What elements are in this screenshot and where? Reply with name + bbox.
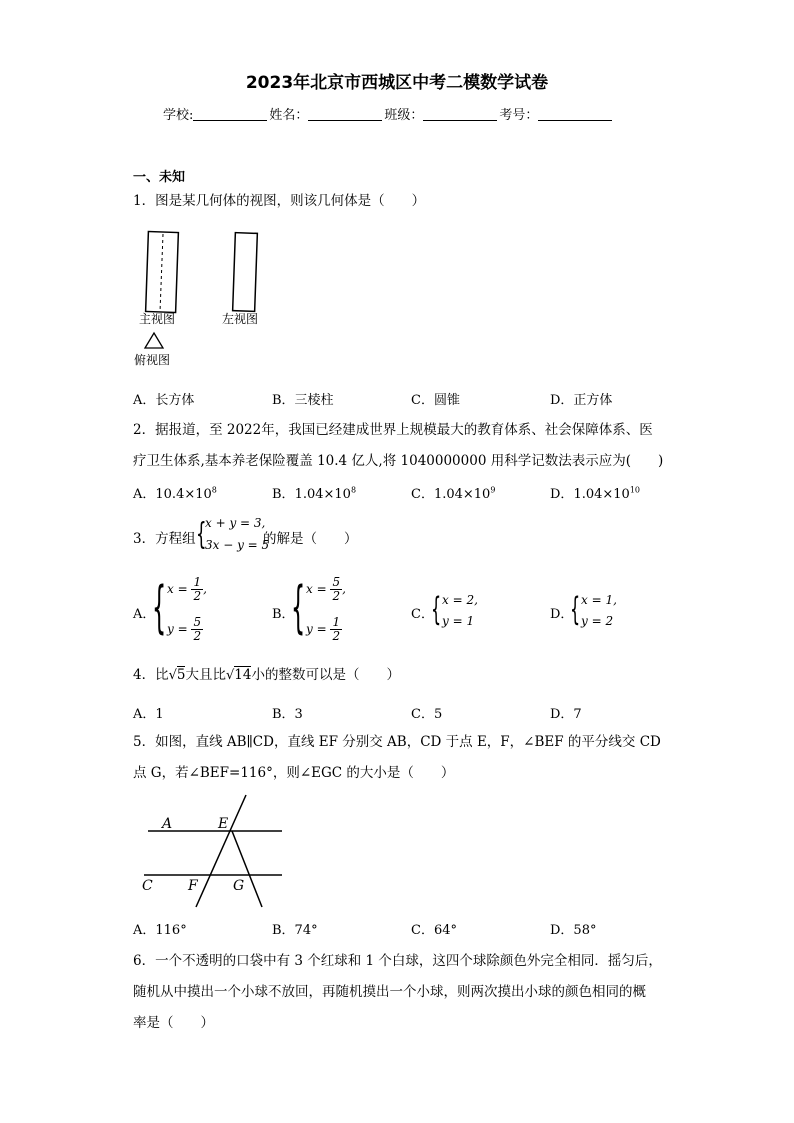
q4-text-b: 大且比 [185, 667, 226, 683]
q3-option-a-label[interactable]: A． [133, 607, 156, 622]
q5-option-a[interactable]: A．116° [133, 923, 187, 938]
q3-suffix: 的解是（ ） [263, 531, 358, 547]
front-view-label: 主视图 [139, 312, 176, 326]
q5-option-c[interactable]: C．64° [411, 923, 457, 938]
q4-text-c: 小的整数可以是（ ） [251, 667, 400, 683]
option-mantissa: 1.04×10 [573, 487, 630, 502]
q2-text-line1: 2．据报道，至 2022年，我国已经建成世界上规模最大的教育体系、社会保障体系、医 [133, 422, 653, 438]
q3-option-c-label[interactable]: C． [411, 607, 434, 622]
option-mantissa: 1.04×10 [433, 487, 491, 502]
fraction-denominator: 2 [193, 589, 202, 603]
option-label: B． [272, 487, 295, 502]
q4-option-a[interactable]: A．1 [133, 707, 164, 722]
q1-text: 1．图是某几何体的视图，则该几何体是（ ） [133, 193, 426, 209]
q4-text [133, 666, 400, 685]
section-title: 一、未知 [133, 170, 186, 185]
id-blank[interactable] [538, 108, 612, 121]
q3a-brace-icon: { [152, 575, 167, 640]
q2-option-a[interactable] [133, 483, 217, 502]
q5-text-line1: 5．如图，直线 AB∥CD，直线 EF 分别交 AB，CD 于点 E，F，∠BEF 的平分线交 CD [133, 734, 661, 750]
id-label: 考号： [499, 108, 539, 123]
class-blank[interactable] [423, 108, 497, 121]
option-exponent: 8 [350, 485, 357, 495]
q2-text-line2: 疗卫生体系,基本养老保险覆盖 10.4 亿人,将 1040000000 用科学记数法表示应为( ) [133, 453, 664, 469]
option-exponent: 9 [490, 485, 496, 495]
q6-text-line2: 随机从中摸出一个小球不放回，再随机摸出一个小球，则两次摸出小球的颜色相同的概 [133, 984, 646, 1000]
q4-option-d[interactable]: D．7 [550, 707, 582, 722]
q1-option-c[interactable]: C．圆锥 [411, 393, 460, 408]
line-eg [232, 831, 262, 907]
point-a-label: A [162, 816, 173, 832]
school-blank[interactable] [193, 108, 267, 121]
q2-option-b[interactable] [272, 483, 356, 502]
q4-radicand-1: 5 [176, 667, 186, 683]
option-mantissa: 10.4×10 [155, 487, 212, 502]
front-view-dashed-line [160, 234, 163, 312]
q1-option-a[interactable]: A．长方体 [133, 393, 195, 408]
q3-prefix: 3．方程组 [133, 531, 196, 547]
q4-option-b[interactable]: B．3 [272, 707, 303, 722]
q3-option-d-label[interactable]: D． [550, 607, 574, 622]
q3-eq1: x + y = 3, [205, 516, 266, 530]
fraction-numerator: 1 [193, 575, 202, 589]
student-info-line [163, 104, 614, 123]
sqrt-icon: √ [225, 668, 235, 683]
q2-option-c[interactable] [411, 483, 495, 502]
fraction-denominator: 2 [332, 629, 341, 643]
option-label: A． [133, 487, 156, 502]
name-blank[interactable] [308, 108, 382, 121]
fraction-numerator: 1 [332, 615, 341, 629]
point-f-label: F [188, 878, 198, 894]
point-e-label: E [218, 816, 229, 832]
option-label: C． [411, 487, 434, 502]
q3d-y: y = 2 [581, 614, 614, 628]
left-view-label: 左视图 [222, 312, 259, 326]
q3c-x: x = 2, [442, 593, 478, 607]
q5-parallel-lines-figure [136, 793, 286, 911]
q3d-brace-icon: { [570, 590, 581, 628]
q4-text-a: 4．比 [133, 667, 169, 683]
option-mantissa: 1.04×10 [294, 487, 351, 502]
q3-option-b-label[interactable]: B． [272, 607, 295, 622]
q2-option-d[interactable] [550, 483, 640, 502]
q1-option-d[interactable]: D．正方体 [550, 393, 613, 408]
q3a-x: x = $\frac{1}{2}$ , [167, 575, 207, 603]
fraction-numerator: 5 [193, 615, 202, 629]
q3d-x: x = 1, [581, 593, 617, 607]
q3b-x: x = $\frac{5}{2}$ , [306, 575, 346, 603]
q3c-brace-icon: { [431, 590, 442, 628]
fraction-denominator: 2 [193, 629, 202, 643]
fraction-numerator: 5 [332, 575, 341, 589]
option-exponent: 8 [211, 485, 217, 495]
q5-option-b[interactable]: B．74° [272, 923, 318, 938]
q5-option-d[interactable]: D．58° [550, 923, 597, 938]
page-title: 2023年北京市西城区中考二模数学试卷 [245, 73, 549, 93]
option-exponent: 10 [629, 485, 641, 495]
q4-option-c[interactable]: C．5 [411, 707, 443, 722]
top-view-label: 俯视图 [134, 353, 171, 367]
q3b-y: y = $\frac{1}{2}$ [306, 615, 341, 643]
q3b-brace-icon: { [291, 575, 306, 640]
class-label: 班级： [384, 108, 424, 123]
q6-text-line1: 6．一个不透明的口袋中有 3 个红球和 1 个白球，这四个球除颜色外完全相同．摇匀后， [133, 953, 662, 969]
top-view-triangle [145, 333, 163, 348]
q1-three-views-figure [130, 228, 280, 370]
q3-eq2: 3x − y = 5 [205, 538, 270, 552]
fraction-denominator: 2 [332, 589, 341, 603]
q1-option-b[interactable]: B．三棱柱 [272, 393, 334, 408]
point-c-label: C [142, 878, 153, 894]
name-label: 姓名： [269, 108, 309, 123]
left-view-rect [233, 233, 258, 312]
school-label: 学校: [163, 108, 194, 123]
q3c-y: y = 1 [442, 614, 475, 628]
sqrt-icon: √ [168, 668, 177, 683]
q3-brace-icon: { [196, 517, 207, 552]
point-g-label: G [233, 878, 245, 894]
q6-text-line3: 率是（ ） [133, 1015, 214, 1031]
option-label: D． [550, 487, 574, 502]
q5-text-line2: 点 G，若∠BEF=116°，则∠EGC 的大小是（ ） [133, 765, 455, 781]
q3a-y: y = $\frac{5}{2}$ [167, 615, 202, 643]
q4-radicand-2: 14 [234, 667, 252, 683]
